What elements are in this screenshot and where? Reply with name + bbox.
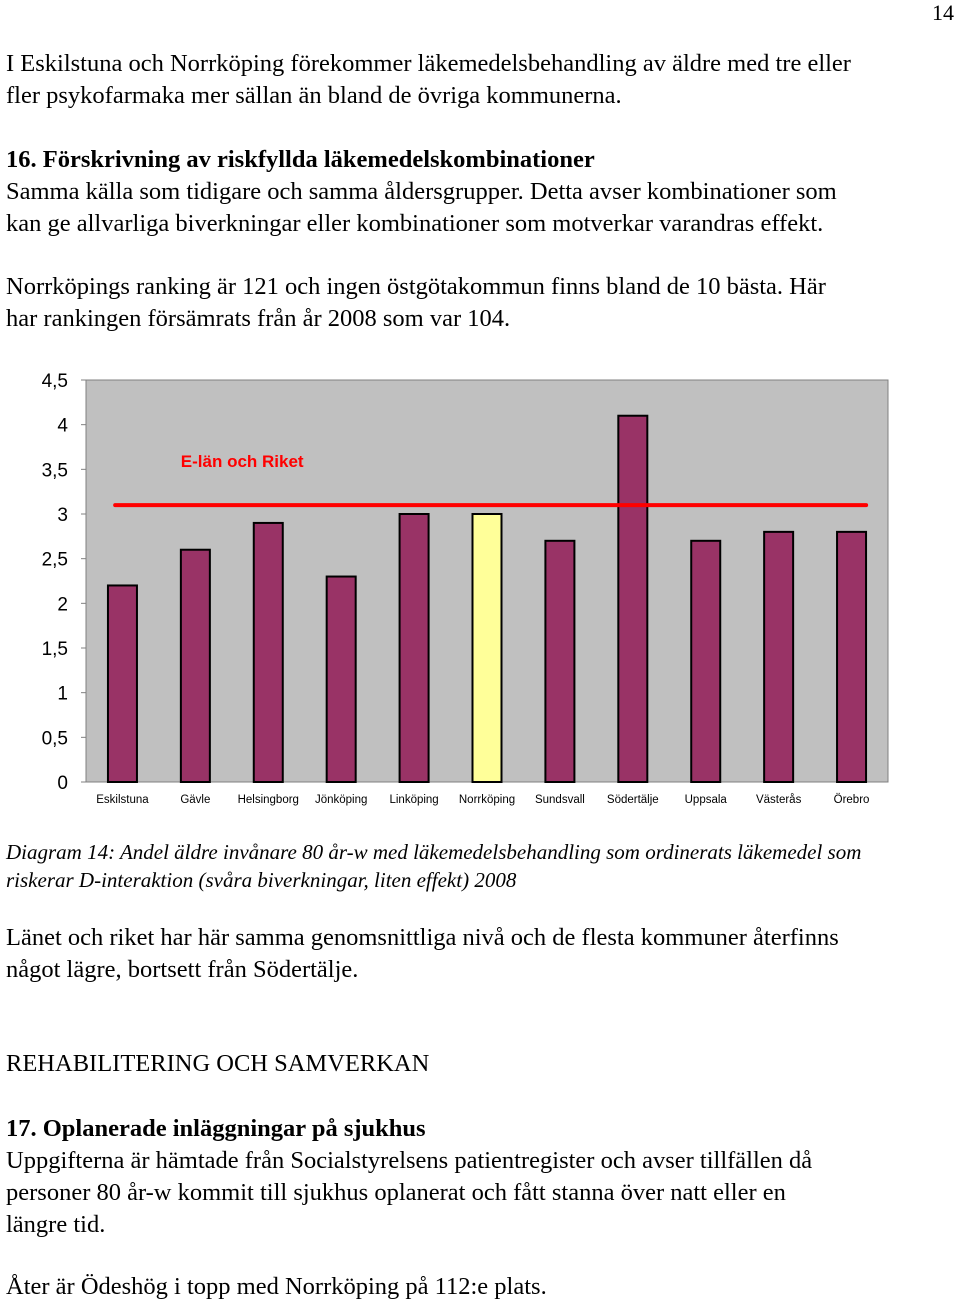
reference-line-label: E-län och Riket	[180, 451, 304, 471]
paragraph-line: fler psykofarmaka mer sällan än bland de övriga kommunerna.	[6, 82, 622, 109]
y-tick-label: 4	[57, 415, 68, 437]
bar-jönköping	[327, 577, 356, 782]
paragraph-line: I Eskilstuna och Norrköping förekommer läkemedelsbehandling av äldre med tre eller	[6, 50, 851, 77]
paragraph-line: Samma källa som tidigare och samma åldersgrupper. Detta avser kombinationer som	[6, 178, 837, 205]
paragraph-last: Åter är Ödeshög i topp med Norrköping på 112:e plats.	[6, 1273, 547, 1300]
page-number: 14	[932, 0, 954, 25]
bar-helsingborg	[254, 523, 283, 782]
section-16	[6, 144, 951, 240]
y-tick-label: 1	[57, 683, 68, 705]
paragraph-line: Länet och riket har här samma genomsnittliga nivå och de flesta kommuner återfinns	[6, 924, 839, 951]
y-tick-label: 4,5	[41, 371, 68, 392]
paragraph-intro	[6, 48, 951, 112]
bar-gävle	[181, 550, 210, 782]
caption-line: Diagram 14: Andel äldre invånare 80 år-w med läkemedelsbehandling som ordinerats läkemedel som	[6, 840, 862, 864]
bar-västerås	[764, 532, 793, 782]
bar-linköping	[400, 514, 429, 782]
bar-chart	[0, 360, 960, 820]
bar-örebro	[837, 532, 866, 782]
x-tick-label: Södertälje	[606, 794, 659, 806]
x-tick-label: Sundsvall	[534, 794, 585, 806]
x-tick-label: Jönköping	[314, 794, 368, 806]
bar-sundsvall	[545, 541, 574, 782]
y-tick-label: 0	[57, 773, 68, 794]
paragraph-line: något lägre, bortsett från Södertälje.	[6, 956, 359, 983]
y-tick-label: 2,5	[41, 549, 68, 571]
x-axis	[96, 794, 869, 806]
paragraph-line: längre tid.	[6, 1211, 106, 1238]
bar-norrköping	[473, 514, 502, 782]
y-tick-label: 1,5	[41, 639, 68, 660]
section-17-heading: 17. Oplanerade inläggningar på sjukhus	[6, 1115, 426, 1142]
y-tick-label: 0,5	[41, 728, 68, 750]
caption-line: riskerar D-interaktion (svåra biverkningar, liten effekt) 2008	[6, 868, 517, 892]
x-tick-label: Linköping	[389, 794, 439, 806]
section-16-heading: 16. Förskrivning av riskfyllda läkemedelskombinationer	[6, 146, 595, 173]
bar-södertälje	[618, 416, 647, 782]
x-tick-label: Norrköping	[458, 794, 516, 806]
x-tick-label: Örebro	[833, 794, 870, 806]
y-tick-label: 3	[57, 505, 68, 526]
y-tick-label: 2	[57, 594, 68, 616]
x-tick-label: Uppsala	[684, 794, 727, 806]
paragraph-line: Norrköpings ranking är 121 och ingen östgötakommun finns bland de 10 bästa. Här	[6, 273, 826, 300]
paragraph-lanet	[6, 922, 951, 986]
section-title: REHABILITERING OCH SAMVERKAN	[6, 1050, 430, 1077]
section-17	[6, 1113, 951, 1241]
paragraph-line: personer 80 år-w kommit till sjukhus oplanerat och fått stanna över natt eller en	[6, 1179, 786, 1206]
paragraph-line: Uppgifterna är hämtade från Socialstyrelsens patientregister och avser tillfällen då	[6, 1147, 813, 1174]
x-tick-label: Västerås	[755, 794, 802, 806]
paragraph-line: kan ge allvarliga biverkningar eller kombinationer som motverkar varandras effekt.	[6, 210, 824, 237]
x-tick-label: Gävle	[180, 794, 211, 806]
paragraph-ranking	[6, 271, 951, 335]
chart-caption	[6, 838, 951, 894]
paragraph-line: har rankingen försämrats från år 2008 som var 104.	[6, 305, 511, 332]
y-axis	[42, 371, 86, 794]
x-tick-label: Helsingborg	[237, 794, 299, 806]
x-tick-label: Eskilstuna	[96, 794, 149, 806]
bar-uppsala	[691, 541, 720, 782]
y-tick-label: 3,5	[41, 460, 68, 482]
bar-eskilstuna	[108, 585, 137, 782]
